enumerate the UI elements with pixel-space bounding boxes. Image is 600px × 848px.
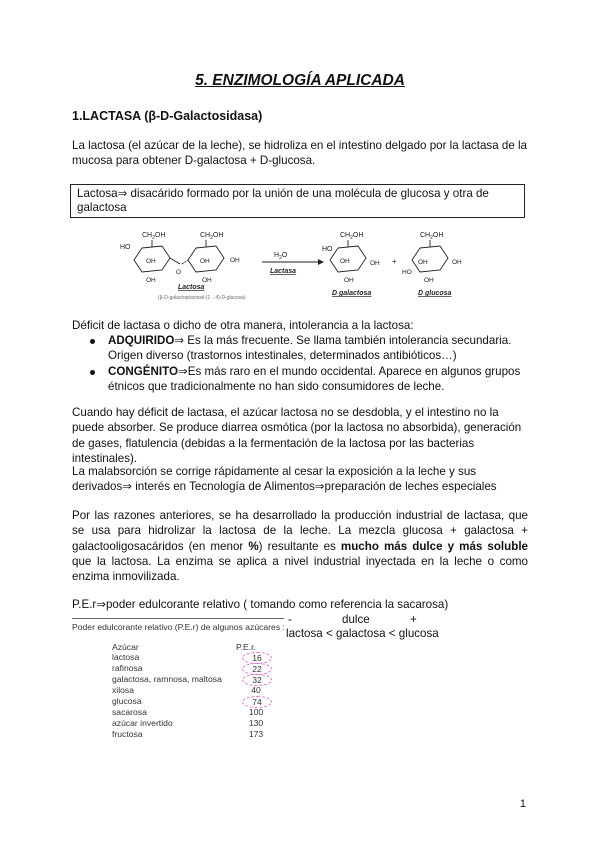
scale-plus: + [410, 613, 417, 626]
table-row: fructosa 173 [112, 729, 264, 739]
galactose-ch2oh: $CH_2OH$ [340, 232, 364, 241]
table-caption: Poder edulcorante relativo (P.E.r) de algunos azúcares : [72, 622, 285, 632]
lactose-galactose-ch2oh: $CH_2OH$ [142, 232, 166, 241]
table-row: lactosa 16 [112, 652, 312, 663]
lactosa-sublabel: (β-D-galactopiranosil-(1→4)-D-glucosa) [158, 295, 246, 301]
lactose-oh-5: OH [230, 257, 240, 264]
water-label: $H_2O$ [274, 252, 288, 261]
table-top-rule [72, 618, 284, 619]
definition-box [70, 184, 525, 218]
plus-sign: + [392, 257, 397, 266]
lactose-rings [134, 240, 224, 272]
bullet-icon [90, 370, 95, 375]
section-heading: 1.LACTASA (β-D-Galactosidasa) [72, 109, 263, 123]
deficit-term: ADQUIRIDO [108, 334, 175, 347]
col-header-per: P.E.r. [236, 642, 256, 652]
lactosa-label: Lactosa [178, 284, 205, 291]
table-row: xilosa 40 [112, 685, 261, 695]
sweetness-scale [282, 612, 482, 641]
definition-text: Lactosa⇒ disacárido formado por la unión de una molécula de glucosa y otra de galactosa [77, 187, 489, 214]
sweetness-scale-top [282, 612, 482, 626]
lactose-glucose-ch2oh: $CH_2OH$ [200, 232, 224, 241]
galactosa-label: D galactosa [332, 290, 372, 297]
deficit-item-adquirido [108, 333, 528, 364]
lactose-ho-label: HO [120, 244, 131, 251]
deficit-intro: Déficit de lactasa o dicho de otra manera, intolerancia a la lactosa: [72, 319, 414, 332]
lactose-oh-3: OH [200, 258, 210, 265]
scale-minus: - [288, 613, 292, 626]
absorption-paragraph: Cuando hay déficit de lactasa, el azúcar lactosa no se desdobla, y el intestino no la puede absorber. Se produce diarrea osmótica (por la lactosa no absorbida), generación de gases, flatulencia (debidas a la fermentación de la lactosa por las bacterias intestinales). [72, 406, 522, 465]
table-row: sacarosa 100 [112, 707, 264, 717]
galactose-ho: HO [322, 246, 333, 253]
glucosa-label: D glucosa [418, 290, 452, 297]
intro-paragraph: La lactosa (el azúcar de la leche), se hidroliza en el intestino delgado por la lactasa de la mucosa para obtener D-galactosa + D-glucosa. [72, 139, 528, 168]
table-row: glucosa 74 [112, 696, 312, 707]
glucose-ring [412, 240, 448, 272]
scale-dulce: dulce [342, 613, 370, 626]
glucose-oh-2: OH [452, 259, 462, 266]
industrial-paragraph: Por las razones anteriores, se ha desarrollado la producción industrial de lactasa, que se usa para hidrolizar la lactosa de la leche. La mezcla glucosa + galactosa + galactooligosacáridos (en menor %) resultante es mucho más dulce y más soluble que la lactosa. La enzima se aplica a nivel industrial inyectada en la leche o como enzima inmovilizada. [72, 509, 528, 584]
sweetness-table [72, 618, 292, 758]
enzyme-label: Lactasa [270, 268, 297, 275]
page-title: 5. ENZIMOLOGÍA APLICADA [195, 72, 405, 89]
galactose-ring [330, 240, 366, 272]
lactose-oh-4: OH [202, 277, 212, 284]
table-row: galactosa, ramnosa, maltosa 32 [112, 674, 312, 685]
table-row: rafinosa 22 [112, 663, 312, 674]
deficit-text: ⇒Es más raro en el mundo occidental. Aparece en algunos grupos étnicos que tradicionalmente no han sido consumidores de leche. [108, 364, 521, 393]
glucose-ho: HO [402, 269, 412, 276]
table-row: azúcar invertido 130 [112, 718, 264, 728]
lactose-hydrolysis-figure [120, 218, 480, 304]
glucose-ch2oh: $CH_2OH$ [420, 232, 444, 241]
deficit-list [108, 333, 528, 394]
sweetness-order: lactosa < galactosa < glucosa [286, 627, 439, 640]
glycosidic-o: O [176, 269, 182, 276]
bullet-icon [90, 339, 95, 344]
galactose-oh-3: OH [344, 277, 354, 284]
glucose-oh-3: OH [424, 277, 434, 284]
per-heading: P.E.r⇒poder edulcorante relativo ( tomando como referencia la sacarosa) [72, 598, 449, 611]
col-header-sugar: Azúcar [112, 642, 139, 652]
galactose-oh-1: OH [340, 258, 350, 265]
deficit-text: ⇒ Es la más frecuente. Se llama también intolerancia secundaria. Origen diverso (trastornos intestinales, determinados antibióticos…) [108, 334, 512, 363]
deficit-term: CONGÉNITO [108, 364, 178, 378]
page-number: 1 [519, 798, 526, 810]
lactose-oh-2: OH [146, 277, 156, 284]
arrow-head [318, 259, 324, 265]
galactose-oh-2: OH [370, 260, 380, 267]
glucose-oh-1: OH [418, 259, 428, 266]
malabsorption-paragraph: La malabsorción se corrige rápidamente al cesar la exposición a la leche y sus derivados⇒ interés en Tecnología de Alimentos⇒preparación de leches especiales [72, 465, 497, 494]
lactose-oh-1: OH [146, 258, 156, 265]
deficit-item-congenito [108, 364, 528, 395]
